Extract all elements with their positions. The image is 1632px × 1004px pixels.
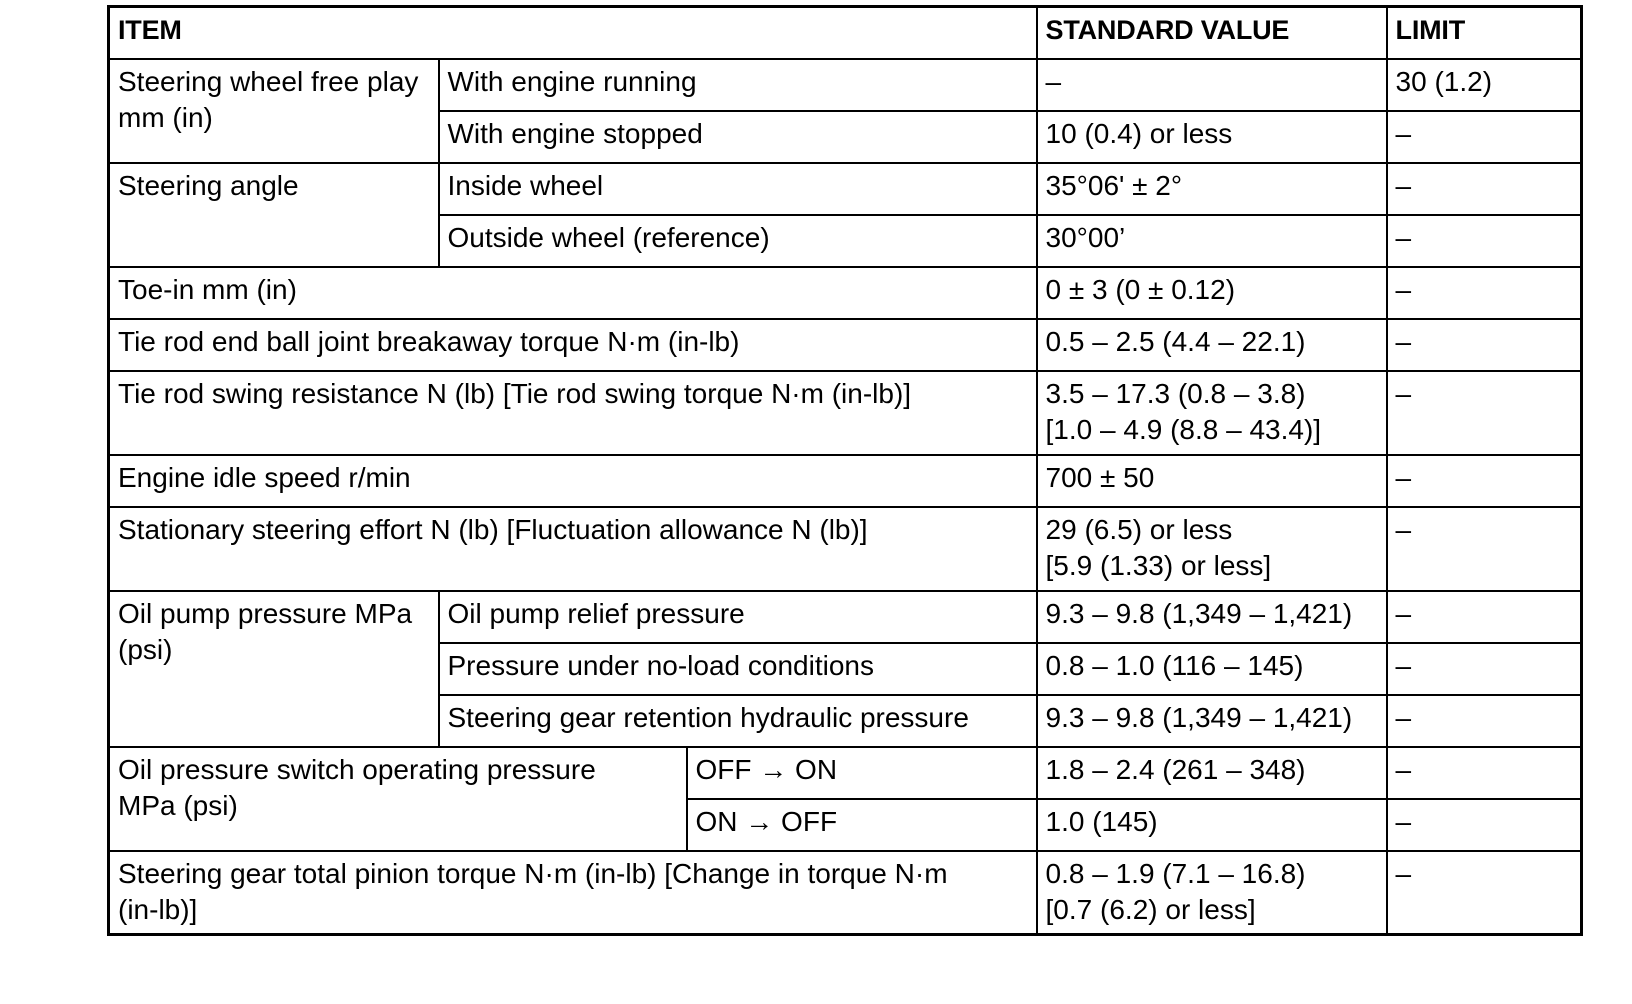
item-pinion-torque bbox=[109, 851, 1037, 935]
limit-value: – bbox=[1387, 695, 1582, 747]
standard-value: 9.3 – 9.8 (1,349 – 1,421) bbox=[1037, 695, 1387, 747]
item-line: MPa (psi) bbox=[118, 789, 238, 821]
item-oil-pump-pressure: Oil pump pressure MPa (psi) bbox=[109, 591, 439, 747]
header-item: ITEM bbox=[109, 7, 1037, 59]
specification-table bbox=[107, 5, 1583, 936]
limit-value: – bbox=[1387, 455, 1582, 507]
item-tie-rod-swing: Tie rod swing resistance N (lb) [Tie rod swing torque N·m (in-lb)] bbox=[109, 371, 1037, 455]
standard-value: 0.5 – 2.5 (4.4 – 22.1) bbox=[1037, 319, 1387, 371]
table-row bbox=[109, 59, 1582, 111]
limit-value: – bbox=[1387, 163, 1582, 215]
sub-item-off-on: OFF → ON bbox=[687, 747, 1037, 799]
standard-value: 0 ± 3 (0 ± 0.12) bbox=[1037, 267, 1387, 319]
sub-item-retention-pressure: Steering gear retention hydraulic pressure bbox=[439, 695, 1037, 747]
standard-value bbox=[1037, 507, 1387, 591]
limit-value: – bbox=[1387, 111, 1582, 163]
standard-value: 35°06' ± 2° bbox=[1037, 163, 1387, 215]
standard-value: 30°00’ bbox=[1037, 215, 1387, 267]
sub-item-engine-running: With engine running bbox=[439, 59, 1037, 111]
table-row bbox=[109, 747, 1582, 799]
sub-item-relief-pressure: Oil pump relief pressure bbox=[439, 591, 1037, 643]
table-row bbox=[109, 319, 1582, 371]
standard-value: 700 ± 50 bbox=[1037, 455, 1387, 507]
standard-value-line: [1.0 – 4.9 (8.8 – 43.4)] bbox=[1045, 413, 1322, 445]
header-standard-value: STANDARD VALUE bbox=[1037, 7, 1387, 59]
sub-item-no-load-pressure: Pressure under no-load conditions bbox=[439, 643, 1037, 695]
limit-value: – bbox=[1387, 591, 1582, 643]
item-steering-angle: Steering angle bbox=[109, 163, 439, 267]
sub-item-outside-wheel: Outside wheel (reference) bbox=[439, 215, 1037, 267]
item-steering-effort: Stationary steering effort N (lb) [Fluctuation allowance N (lb)] bbox=[109, 507, 1037, 591]
standard-value-line: [0.7 (6.2) or less] bbox=[1045, 893, 1256, 925]
limit-value: – bbox=[1387, 643, 1582, 695]
limit-value: – bbox=[1387, 371, 1582, 455]
limit-value: – bbox=[1387, 215, 1582, 267]
header-row bbox=[109, 7, 1582, 59]
limit-value: – bbox=[1387, 507, 1582, 591]
table-row bbox=[109, 267, 1582, 319]
limit-value: – bbox=[1387, 747, 1582, 799]
standard-value: 10 (0.4) or less bbox=[1037, 111, 1387, 163]
table-row bbox=[109, 163, 1582, 215]
standard-value bbox=[1037, 851, 1387, 935]
standard-value-line: 29 (6.5) or less bbox=[1045, 513, 1233, 545]
limit-value: – bbox=[1387, 267, 1582, 319]
table-row bbox=[109, 455, 1582, 507]
standard-value bbox=[1037, 371, 1387, 455]
header-limit: LIMIT bbox=[1387, 7, 1582, 59]
standard-value: 1.0 (145) bbox=[1037, 799, 1387, 851]
standard-value-line: [5.9 (1.33) or less] bbox=[1045, 549, 1272, 581]
item-steering-wheel-free-play: Steering wheel free play mm (in) bbox=[109, 59, 439, 163]
table-row bbox=[109, 851, 1582, 935]
sub-item-engine-stopped: With engine stopped bbox=[439, 111, 1037, 163]
standard-value: 0.8 – 1.0 (116 – 145) bbox=[1037, 643, 1387, 695]
table-row bbox=[109, 591, 1582, 643]
limit-value: – bbox=[1387, 319, 1582, 371]
item-engine-idle-speed: Engine idle speed r/min bbox=[109, 455, 1037, 507]
item-oil-pressure-switch bbox=[109, 747, 687, 851]
limit-value: – bbox=[1387, 851, 1582, 935]
item-line: (in-lb)] bbox=[118, 893, 198, 925]
standard-value: 1.8 – 2.4 (261 – 348) bbox=[1037, 747, 1387, 799]
standard-value-line: 0.8 – 1.9 (7.1 – 16.8) bbox=[1045, 857, 1306, 889]
item-toe-in: Toe-in mm (in) bbox=[109, 267, 1037, 319]
sub-item-on-off: ON → OFF bbox=[687, 799, 1037, 851]
standard-value: 9.3 – 9.8 (1,349 – 1,421) bbox=[1037, 591, 1387, 643]
table-row bbox=[109, 371, 1582, 455]
standard-value: – bbox=[1037, 59, 1387, 111]
item-ball-joint-torque: Tie rod end ball joint breakaway torque N·m (in-lb) bbox=[109, 319, 1037, 371]
sub-item-inside-wheel: Inside wheel bbox=[439, 163, 1037, 215]
table-row bbox=[109, 507, 1582, 591]
item-line: Steering gear total pinion torque N·m (in-lb) [Change in torque N·m bbox=[118, 857, 948, 889]
standard-value-line: 3.5 – 17.3 (0.8 – 3.8) bbox=[1045, 377, 1306, 409]
limit-value: 30 (1.2) bbox=[1387, 59, 1582, 111]
limit-value: – bbox=[1387, 799, 1582, 851]
item-line: Oil pressure switch operating pressure bbox=[118, 753, 596, 785]
